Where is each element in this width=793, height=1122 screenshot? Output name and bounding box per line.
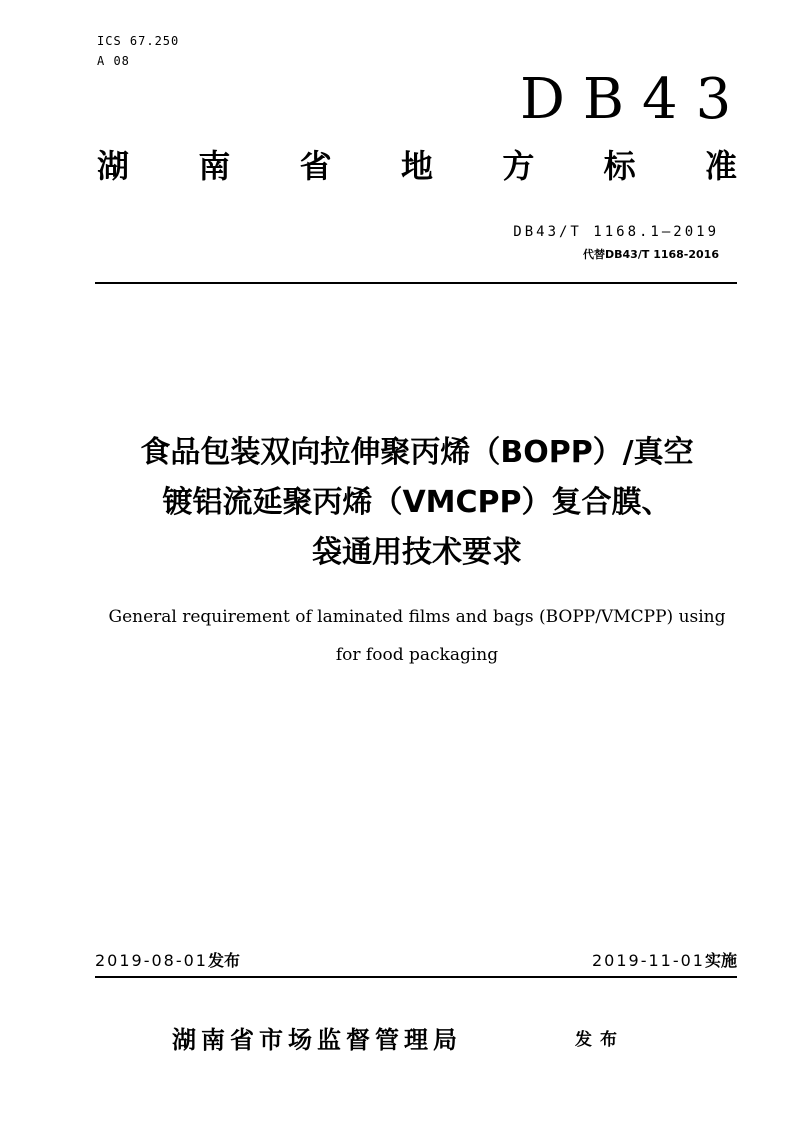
standard-type-title: [97, 147, 737, 185]
replaces-standard: 代替DB43/T 1168-2016: [583, 248, 719, 261]
english-title-line: General requirement of laminated films and bags (BOPP/VMCPP) using: [108, 607, 726, 627]
db43-logo: DB43: [520, 67, 750, 132]
implement-date-block: [592, 948, 737, 971]
classification-code: A 08: [97, 54, 130, 68]
issue-label: 发布: [207, 951, 240, 970]
implement-label: 实施: [704, 951, 737, 970]
issue-date-block: [95, 948, 240, 971]
standard-number: DB43/T 1168.1—2019: [513, 224, 719, 240]
english-title-line: for food packaging: [335, 645, 499, 665]
standard-type-char: 湖: [97, 147, 130, 185]
standard-type-char: 方: [502, 147, 535, 185]
ics-code: ICS 67.250: [97, 34, 180, 48]
header-divider: [95, 282, 737, 284]
chinese-title: [60, 428, 774, 578]
standard-type-char: 南: [198, 147, 231, 185]
chinese-title-line: 镀铝流延聚丙烯（VMCPP）复合膜、: [162, 485, 672, 520]
footer-divider: [95, 976, 737, 978]
standard-type-char: 准: [704, 147, 737, 185]
implement-date: 2019-11-01: [592, 951, 705, 970]
english-title: [60, 598, 774, 674]
standard-codes: [513, 224, 719, 262]
issuing-authority: 湖南省市场监督管理局: [172, 1026, 462, 1054]
standard-type-char: 标: [603, 147, 636, 185]
chinese-title-line: 食品包装双向拉伸聚丙烯（BOPP）/真空: [140, 435, 694, 470]
standard-type-char: 省: [299, 147, 332, 185]
standard-type-char: 地: [400, 147, 433, 185]
issue-date: 2019-08-01: [95, 951, 208, 970]
chinese-title-line: 袋通用技术要求: [312, 535, 522, 570]
dates-row: [95, 948, 737, 971]
publish-label: 发布: [575, 1030, 625, 1050]
